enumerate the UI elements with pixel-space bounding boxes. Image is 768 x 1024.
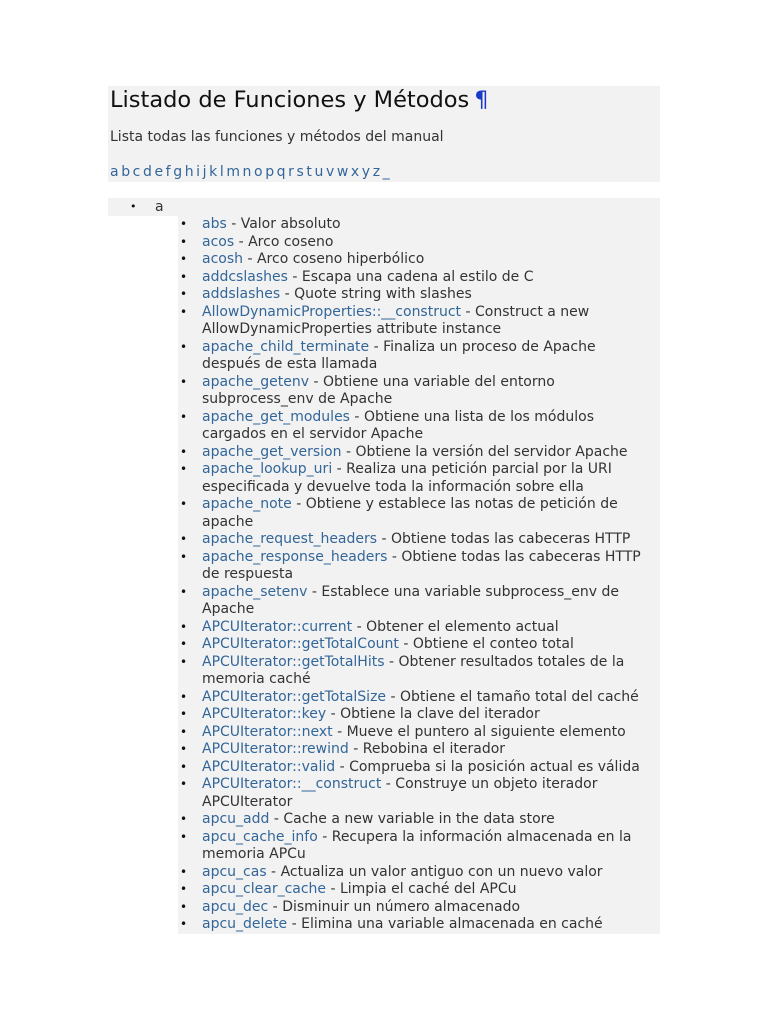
function-link[interactable]: addslashes [202, 286, 281, 302]
function-description: Obtener el elemento actual [366, 618, 559, 635]
list-item [178, 374, 660, 409]
function-link[interactable]: apcu_delete [202, 916, 288, 932]
list-item [178, 269, 660, 287]
alphabet-nav [110, 163, 392, 181]
section-letter: a [155, 199, 164, 215]
function-link[interactable]: apcu_clear_cache [202, 881, 327, 897]
separator: - [307, 583, 322, 600]
function-description: Rebobina el iterador [362, 741, 506, 757]
function-description: Obtiene la clave del iterador [340, 706, 540, 722]
separator: - [243, 251, 257, 267]
function-link[interactable]: APCUIterator::getTotalSize [202, 688, 387, 705]
separator: - [341, 443, 356, 460]
function-link[interactable]: APCUIterator::getTotalCount [202, 636, 399, 652]
function-description: Comprueba si la posición actual es válida [349, 758, 640, 775]
function-description: Establece una variable subprocess_env de Apache [202, 583, 619, 617]
function-description: Construye un objeto iterador APCUIterator [202, 776, 598, 810]
function-description: Finaliza un proceso de Apache después de esta llamada [202, 338, 596, 372]
bullet-icon: • [130, 200, 137, 213]
list-item [178, 531, 660, 549]
function-list [178, 216, 660, 934]
indent-gutter [108, 216, 178, 934]
alpha-link-z[interactable]: z [372, 164, 381, 180]
function-description: Obtiene una variable del entorno subprocess_env de Apache [202, 373, 555, 407]
function-link[interactable]: apcu_add [202, 811, 270, 827]
function-index [108, 198, 660, 934]
function-description: Disminuir un número almacenado [282, 898, 521, 915]
alpha-link-x[interactable]: x [350, 164, 360, 180]
alpha-link-s[interactable]: s [296, 164, 304, 180]
list-item [178, 496, 660, 531]
function-link[interactable]: APCUIterator::rewind [202, 741, 349, 757]
alpha-link-m[interactable]: m [226, 164, 240, 180]
alpha-link-b[interactable]: b [121, 164, 131, 180]
function-description: Limpia el caché del APCu [339, 881, 517, 897]
separator: - [332, 723, 347, 740]
function-description: Realiza una petición parcial por la URI especificada y devuelve toda la información sobre ella [202, 461, 612, 495]
function-link[interactable]: addcslashes [202, 268, 288, 285]
function-description: Valor absoluto [240, 216, 341, 232]
separator: - [461, 303, 475, 320]
function-description: Escapa una cadena al estilo de C [301, 268, 534, 285]
function-description: Obtener resultados totales de la memoria caché [202, 653, 625, 687]
list-item [178, 584, 660, 619]
function-link[interactable]: apache_lookup_uri [202, 461, 333, 477]
separator: - [386, 688, 400, 705]
alpha-link-p[interactable]: p [265, 164, 275, 180]
function-link[interactable]: AllowDynamicProperties::__construct [202, 303, 462, 320]
separator: - [291, 496, 306, 512]
separator: - [326, 706, 341, 722]
separator: - [335, 758, 350, 775]
alpha-link-c[interactable]: c [132, 164, 141, 180]
function-link[interactable]: APCUIterator::__construct [202, 776, 382, 792]
function-description: Arco coseno [248, 233, 334, 250]
function-link[interactable]: apache_child_terminate [202, 338, 370, 355]
list-item [178, 286, 660, 304]
function-description: Obtiene una lista de los módulos cargados en el servidor Apache [202, 408, 595, 442]
list-item [178, 759, 660, 777]
alpha-link-d[interactable]: d [142, 164, 152, 180]
list-item [178, 811, 660, 829]
page-header [108, 86, 660, 182]
alpha-link-o[interactable]: o [254, 164, 263, 180]
separator: - [287, 916, 302, 932]
list-item [178, 741, 660, 759]
separator: - [287, 268, 302, 285]
alpha-link-q[interactable]: q [276, 164, 286, 180]
separator: - [377, 531, 392, 547]
function-description: Arco coseno hiperbólico [256, 251, 425, 267]
function-description: Obtiene todas las cabeceras HTTP de respuesta [202, 548, 641, 582]
list-item [178, 619, 660, 637]
list-item [178, 251, 660, 269]
list-item [178, 864, 660, 882]
function-link[interactable]: apache_get_version [202, 443, 342, 460]
list-item [178, 654, 660, 689]
separator: - [226, 216, 241, 232]
function-link[interactable]: apache_request_headers [202, 531, 378, 547]
function-description: Recupera la información almacenada en la memoria APCu [202, 828, 632, 862]
alpha-link-e[interactable]: e [154, 164, 164, 180]
alpha-link-a[interactable]: a [110, 164, 119, 180]
function-link[interactable]: APCUIterator::key [202, 706, 327, 722]
function-link[interactable]: apache_note [202, 496, 292, 512]
separator: - [326, 881, 340, 897]
function-link[interactable]: abs [202, 216, 227, 232]
function-link[interactable]: apache_get_modules [202, 408, 350, 425]
list-item [178, 234, 660, 252]
list-item [178, 829, 660, 864]
function-description: Obtiene el tamaño total del caché [399, 688, 639, 705]
function-description: Construct a new AllowDynamicProperties attribute instance [202, 303, 590, 337]
function-link[interactable]: APCUIterator::next [202, 723, 333, 740]
list-item [178, 461, 660, 496]
list-item [178, 724, 660, 742]
alpha-link-r[interactable]: r [288, 164, 294, 180]
list-item [178, 304, 660, 339]
alpha-link-l[interactable]: l [219, 164, 224, 180]
separator: - [266, 863, 281, 880]
separator: - [348, 741, 363, 757]
function-link[interactable]: apache_response_headers [202, 548, 388, 565]
function-link[interactable]: apache_getenv [202, 373, 309, 390]
separator: - [234, 233, 249, 250]
list-item [178, 636, 660, 654]
list-item [178, 409, 660, 444]
separator: - [352, 618, 367, 635]
separator: - [280, 286, 295, 302]
separator: - [398, 636, 413, 652]
separator: - [269, 811, 284, 827]
separator: - [349, 408, 364, 425]
alpha-link-t[interactable]: t [306, 164, 312, 180]
function-link[interactable]: APCUIterator::valid [202, 758, 336, 775]
function-description: Obtiene el conteo total [412, 636, 574, 652]
separator: - [268, 898, 283, 915]
list-item [178, 916, 660, 934]
function-description: Quote string with slashes [294, 286, 472, 302]
function-description: Obtiene y establece las notas de petición de apache [202, 496, 618, 530]
function-link[interactable]: apcu_cache_info [202, 828, 318, 845]
list-item [178, 706, 660, 724]
list-item [178, 899, 660, 917]
list-item [178, 881, 660, 899]
separator: - [332, 461, 347, 477]
function-link[interactable]: apache_setenv [202, 583, 308, 600]
separator: - [369, 338, 384, 355]
page-title [110, 86, 489, 114]
alpha-link-v[interactable]: v [325, 164, 335, 180]
separator: - [384, 653, 399, 670]
list-item [178, 339, 660, 374]
separator: - [387, 548, 402, 565]
alpha-link-n[interactable]: n [242, 164, 252, 180]
alpha-link-u[interactable]: u [314, 164, 324, 180]
list-item [178, 549, 660, 584]
list-item [178, 689, 660, 707]
alpha-link-w[interactable]: w [336, 164, 349, 180]
letter-row [108, 198, 660, 216]
alpha-link-y[interactable]: y [361, 164, 371, 180]
alpha-link-h[interactable]: h [184, 164, 194, 180]
separator: - [381, 776, 396, 792]
function-link[interactable]: acos [202, 233, 235, 250]
alpha-link-underscore[interactable]: _ [382, 164, 390, 180]
alpha-link-g[interactable]: g [173, 164, 183, 180]
page-description: Lista todas las funciones y métodos del manual [110, 129, 444, 145]
alpha-link-i[interactable]: i [196, 164, 201, 180]
list-item [178, 776, 660, 811]
function-description: Elimina una variable almacenada en caché [301, 916, 603, 932]
page-title-text: Listado de Funciones y Métodos [110, 87, 470, 113]
function-description: Actualiza un valor antiguo con un nuevo valor [280, 863, 603, 880]
function-link[interactable]: apcu_cas [202, 863, 267, 880]
function-link[interactable]: APCUIterator::getTotalHits [202, 653, 385, 670]
alpha-link-k[interactable]: k [209, 164, 218, 180]
separator: - [317, 828, 332, 845]
alpha-link-f[interactable]: f [165, 164, 171, 180]
alpha-link-j[interactable]: j [202, 164, 207, 180]
function-description: Mueve el puntero al siguiente elemento [346, 723, 626, 740]
function-link[interactable]: acosh [202, 251, 244, 267]
function-link[interactable]: APCUIterator::current [202, 618, 353, 635]
function-description: Obtiene la versión del servidor Apache [355, 443, 628, 460]
list-item [178, 216, 660, 234]
list-item [178, 444, 660, 462]
function-link[interactable]: apcu_dec [202, 898, 269, 915]
permalink-anchor[interactable]: ¶ [474, 87, 489, 113]
function-description: Obtiene todas las cabeceras HTTP [391, 531, 631, 547]
function-description: Cache a new variable in the data store [283, 811, 555, 827]
separator: - [309, 373, 323, 390]
